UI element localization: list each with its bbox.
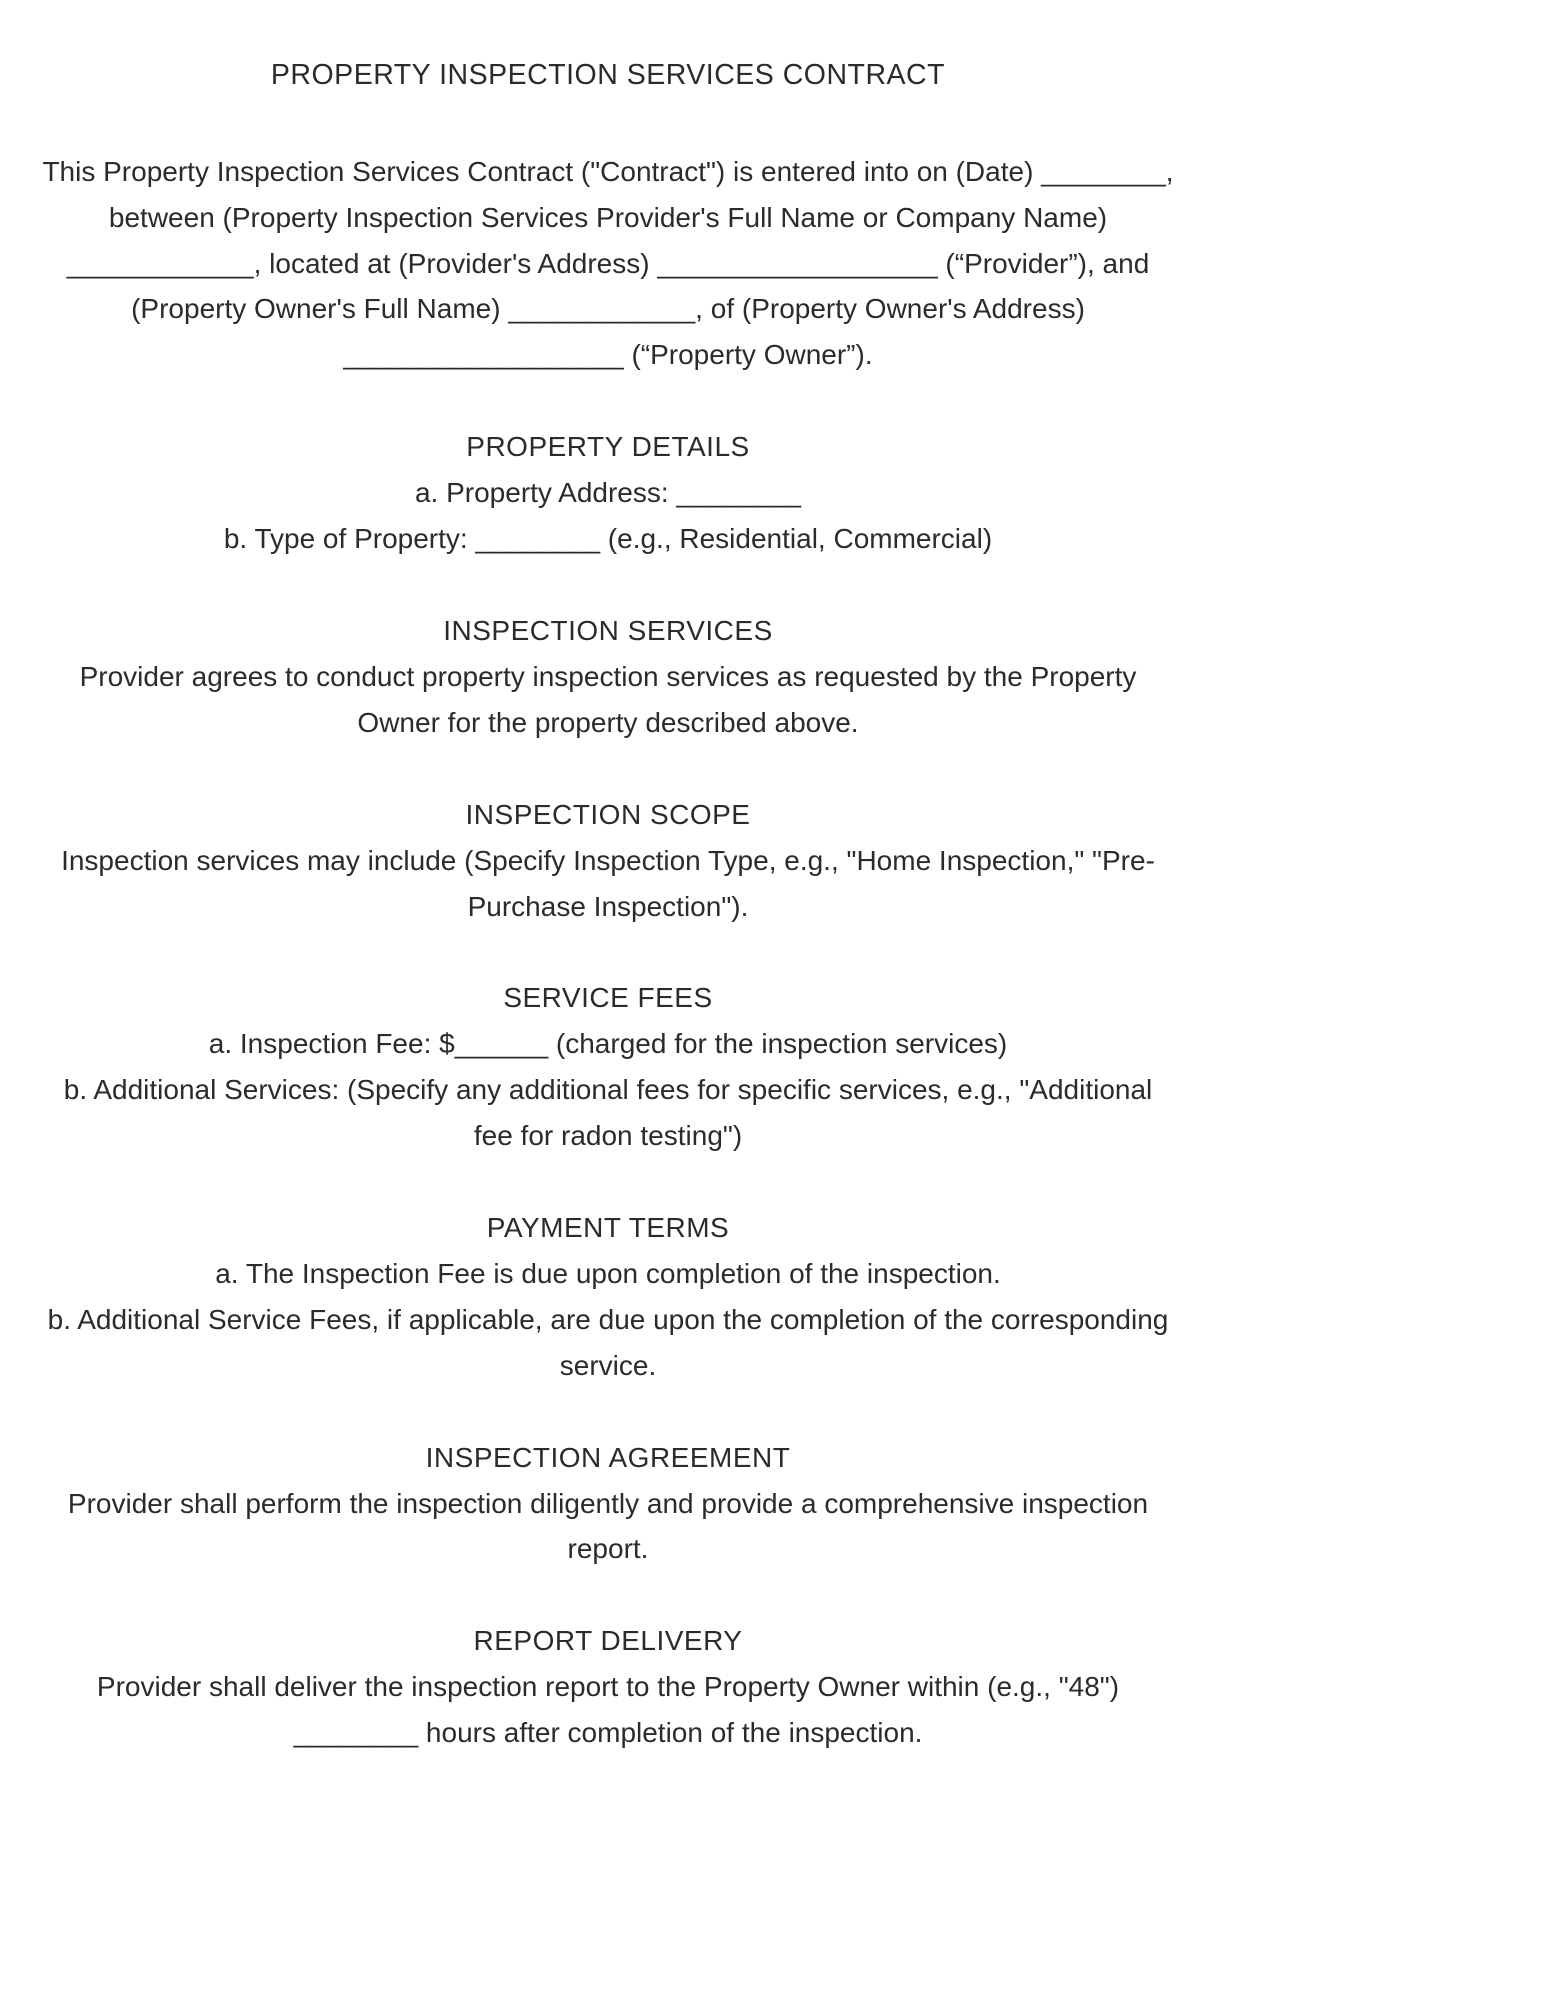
section-heading: SERVICE FEES bbox=[503, 982, 713, 1014]
section-inspection-scope bbox=[42, 792, 1174, 930]
section-line: Provider shall deliver the inspection report to the Property Owner within (e.g., "48") ________ hours after completion of the inspection. bbox=[96, 1671, 1120, 1749]
contract-content bbox=[42, 52, 1174, 1756]
section-heading: INSPECTION SCOPE bbox=[465, 798, 751, 830]
section-service-fees bbox=[42, 975, 1174, 1159]
section-heading: REPORT DELIVERY bbox=[473, 1625, 743, 1657]
section-heading: INSPECTION SERVICES bbox=[443, 614, 773, 646]
sections-container bbox=[42, 424, 1174, 1756]
section-payment-terms bbox=[42, 1205, 1174, 1389]
section-line: Provider agrees to conduct property inspection services as requested by the Property Owner for the property described above. bbox=[79, 660, 1137, 738]
section-line: a. Property Address: ________ bbox=[414, 477, 802, 509]
section-property-details bbox=[42, 424, 1174, 562]
section-line: b. Additional Service Fees, if applicable, are due upon the completion of the corresponding service. bbox=[47, 1303, 1169, 1381]
section-line: Provider shall perform the inspection diligently and provide a comprehensive inspection report. bbox=[67, 1487, 1149, 1565]
section-report-delivery bbox=[42, 1618, 1174, 1756]
section-heading: PAYMENT TERMS bbox=[486, 1212, 730, 1244]
document-title: PROPERTY INSPECTION SERVICES CONTRACT bbox=[270, 59, 946, 91]
section-heading: INSPECTION AGREEMENT bbox=[425, 1441, 791, 1473]
section-inspection-services bbox=[42, 608, 1174, 746]
section-line: b. Type of Property: ________ (e.g., Residential, Commercial) bbox=[223, 523, 993, 555]
section-line: a. The Inspection Fee is due upon completion of the inspection. bbox=[215, 1257, 1001, 1289]
section-line: a. Inspection Fee: $______ (charged for the inspection services) bbox=[208, 1028, 1008, 1060]
section-line: b. Additional Services: (Specify any additional fees for specific services, e.g., "Additional fee for radon testing") bbox=[63, 1074, 1153, 1152]
section-inspection-agreement bbox=[42, 1435, 1174, 1573]
section-line: Inspection services may include (Specify Inspection Type, e.g., "Home Inspection," "Pre-Purchase Inspection"). bbox=[61, 844, 1155, 922]
section-heading: PROPERTY DETAILS bbox=[466, 431, 750, 463]
intro-paragraph: This Property Inspection Services Contract ("Contract") is entered into on (Date) ________, between (Property Inspection Services Provider's Full Name or Company Name) ____________, located at (Provider's Address) __________________ (“Provider”), and (Property Owner's Full Name) ____________, of (Property Owner's Address) __________________ (“Property Owner”). bbox=[42, 155, 1174, 371]
